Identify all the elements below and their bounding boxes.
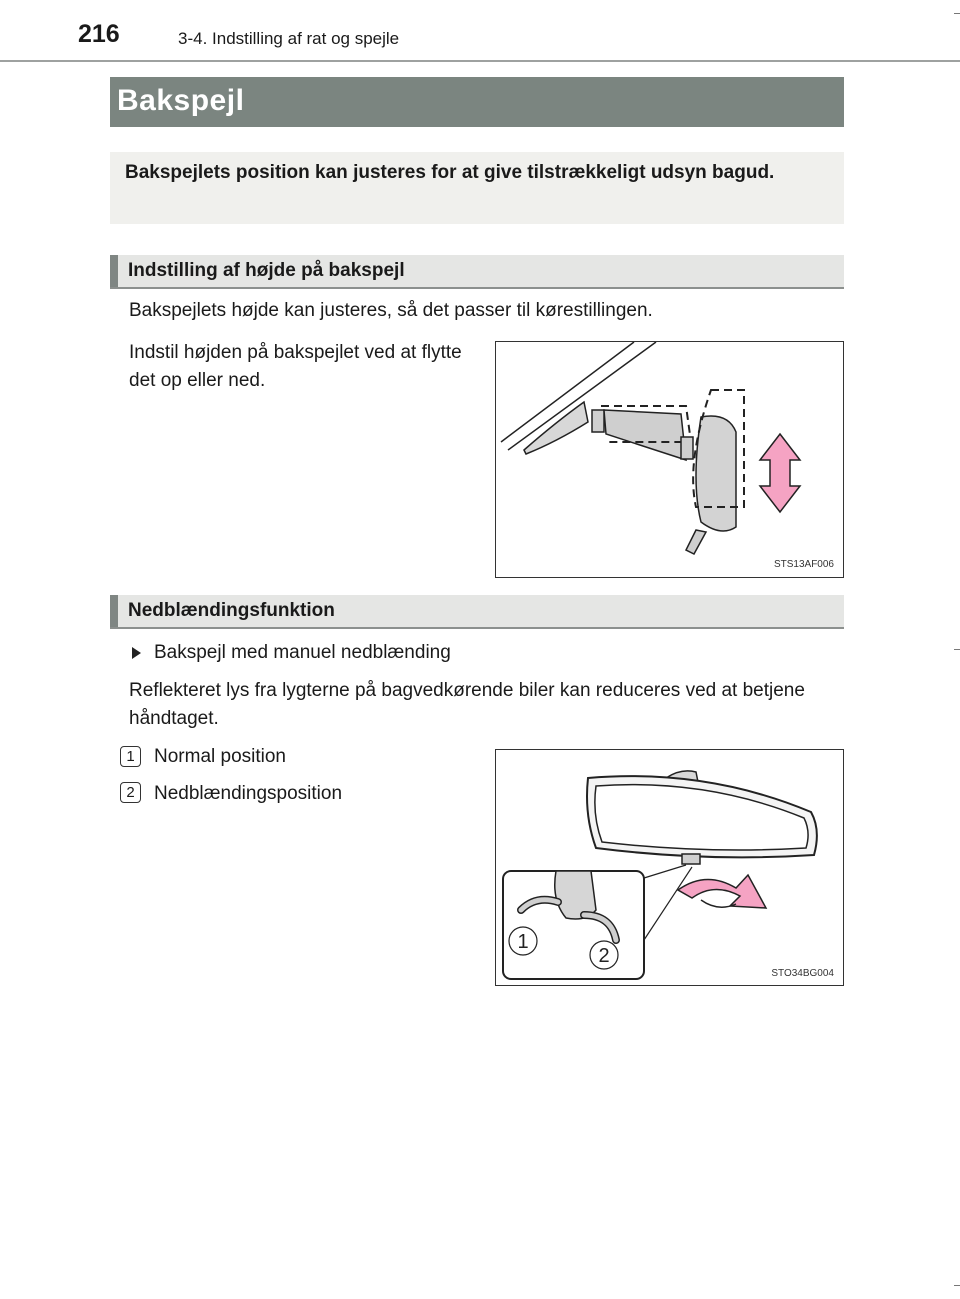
manual-dimming-bullet: Bakspejl med manuel nedblænding: [154, 642, 451, 663]
dimming-arrow-icon: [678, 875, 766, 908]
chapter-title: 3-4. Indstilling af rat og spejle: [178, 29, 400, 48]
callout-label-1: 1: [517, 931, 529, 953]
section-heading-height: [110, 255, 844, 289]
bullet-triangle-icon: [132, 646, 141, 664]
section-heading-dimming: [110, 595, 844, 629]
crop-mark: [954, 13, 960, 14]
section-accent-bar: [110, 255, 118, 287]
height-paragraph: Bakspejlets højde kan justeres, så det passer til kørestillingen.: [129, 300, 653, 321]
page-number: 216: [78, 20, 120, 48]
number-badge-1: 1: [120, 746, 141, 767]
item-normal-position: Normal position: [154, 746, 286, 767]
section-heading-label: Nedblændingsfunktion: [128, 600, 335, 621]
figure-mirror-dimming: [495, 749, 844, 986]
intro-text: Bakspejlets position kan justeres for at give tilstrækkeligt udsyn bagud.: [125, 162, 775, 183]
figure-mirror-height: [495, 341, 844, 578]
callout-label-2: 2: [598, 945, 610, 967]
dimming-paragraph: Reflekteret lys fra lygterne på bagvedkørende biler kan reduceres ved at betjene håndtaget.: [129, 680, 805, 729]
number-badge-2: 2: [120, 782, 141, 803]
figure-code: STS13AF006: [773, 559, 834, 570]
mirror-height-illustration: [496, 342, 843, 577]
section-heading-label: Indstilling af højde på bakspejl: [128, 260, 405, 281]
up-down-arrow-icon: [760, 434, 800, 512]
figure-code: STO34BG004: [771, 968, 834, 979]
height-instruction: Indstil højden på bakspejlet ved at flytte det op eller ned.: [129, 342, 462, 391]
section-accent-bar: [110, 595, 118, 627]
crop-mark: [954, 1285, 960, 1286]
header-divider: [0, 60, 960, 62]
crop-mark: [954, 649, 960, 650]
page-title: Bakspejl: [117, 84, 245, 117]
mirror-dimming-illustration: [496, 750, 843, 985]
item-dimming-position: Nedblændingsposition: [154, 783, 343, 804]
